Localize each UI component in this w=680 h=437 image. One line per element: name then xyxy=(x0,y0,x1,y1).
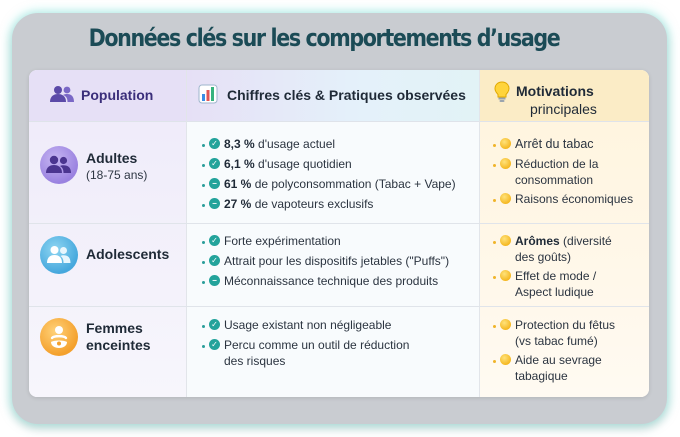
page-title: Données clés sur les comportements d’usage xyxy=(88,24,560,52)
bullet-dot xyxy=(493,164,496,167)
adolescents-avatar xyxy=(40,236,78,274)
chiffres-header-label: Chiffres clés & Pratiques observées xyxy=(227,87,466,103)
motivation-item: Arômes (diversité xyxy=(515,234,612,248)
adultes-avatar xyxy=(40,146,78,184)
check-icon: ✓ xyxy=(209,255,220,266)
motivation-item: Effet de mode / xyxy=(515,269,597,283)
row-name-adultes: Adultes xyxy=(86,150,138,166)
lightbulb-icon xyxy=(494,81,510,103)
bullet-dot xyxy=(493,144,496,147)
bullet-dot xyxy=(493,276,496,279)
row-sub-adultes: (18-75 ans) xyxy=(86,168,148,182)
bullet-dot xyxy=(202,281,205,284)
fact-item: 61 % de polyconsommation (Tabac + Vape) xyxy=(224,177,456,191)
motivations-header-line2: principales xyxy=(530,101,597,117)
bullet-dot xyxy=(202,241,205,244)
bullet-dot xyxy=(202,164,205,167)
bullet-dot xyxy=(493,360,496,363)
row-name-adolescents: Adolescents xyxy=(86,246,170,262)
bar-chart-icon xyxy=(198,84,218,104)
sun-bullet-icon xyxy=(500,138,511,149)
column-divider xyxy=(186,70,187,397)
motivation-item-cont: consommation xyxy=(515,173,594,187)
fact-item: Attrait pour les dispositifs jetables ("Puffs") xyxy=(224,254,450,268)
sun-bullet-icon xyxy=(500,270,511,281)
bullet-dot xyxy=(202,204,205,207)
fact-item: 8,3 % d'usage actuel xyxy=(224,137,336,151)
fact-item: Méconnaissance technique des produits xyxy=(224,274,439,288)
sun-bullet-icon xyxy=(500,235,511,246)
motivation-item: Protection du fêtus xyxy=(515,318,616,332)
people-icon xyxy=(50,85,74,103)
bullet-dot xyxy=(202,325,205,328)
bullet-dot xyxy=(202,261,205,264)
check-icon: ✓ xyxy=(209,235,220,246)
femmes-avatar xyxy=(40,318,78,356)
population-header-label: Population xyxy=(81,87,154,103)
fact-item: Usage existant non négligeable xyxy=(224,318,392,332)
row-name-femmes-line2: enceintes xyxy=(86,337,151,353)
data-table xyxy=(29,70,649,397)
bullet-dot xyxy=(202,184,205,187)
check-icon: ✓ xyxy=(209,158,220,169)
check-icon: ✓ xyxy=(209,319,220,330)
row-divider xyxy=(29,223,649,224)
motivation-item-cont: tabagique xyxy=(515,369,568,383)
sun-bullet-icon xyxy=(500,158,511,169)
minus-icon: − xyxy=(209,198,220,209)
pregnant-avatar-icon xyxy=(40,318,78,356)
fact-item: 27 % de vapoteurs exclusifs xyxy=(224,197,374,211)
motivation-item: Raisons économiques xyxy=(515,192,634,206)
motivation-item: Réduction de la xyxy=(515,157,599,171)
minus-icon: − xyxy=(209,178,220,189)
bullet-dot xyxy=(202,144,205,147)
people-avatar-icon xyxy=(40,146,78,184)
fact-item: 6,1 % d'usage quotidien xyxy=(224,157,352,171)
check-icon: ✓ xyxy=(209,138,220,149)
sun-bullet-icon xyxy=(500,319,511,330)
bullet-dot xyxy=(493,241,496,244)
row-name-femmes: Femmes xyxy=(86,320,143,336)
motivation-item-cont: des goûts) xyxy=(515,250,572,264)
minus-icon: − xyxy=(209,275,220,286)
sun-bullet-icon xyxy=(500,354,511,365)
people-avatar-icon xyxy=(40,236,78,274)
sun-bullet-icon xyxy=(500,193,511,204)
bullet-dot xyxy=(202,345,205,348)
bullet-dot xyxy=(493,199,496,202)
motivation-item: Aide au sevrage xyxy=(515,353,602,367)
fact-item: Forte expérimentation xyxy=(224,234,341,248)
column-divider xyxy=(479,70,480,397)
bullet-dot xyxy=(493,325,496,328)
check-icon: ✓ xyxy=(209,339,220,350)
motivations-header-line1: Motivations xyxy=(516,83,594,99)
motivation-item-cont: Aspect ludique xyxy=(515,285,594,299)
fact-item: Percu comme un outil de réduction xyxy=(224,338,410,352)
fact-item-cont: des risques xyxy=(224,354,286,368)
motivation-item-cont: (vs tabac fumé) xyxy=(515,334,598,348)
row-divider xyxy=(29,306,649,307)
motivation-item: Arrêt du tabac xyxy=(515,137,594,151)
